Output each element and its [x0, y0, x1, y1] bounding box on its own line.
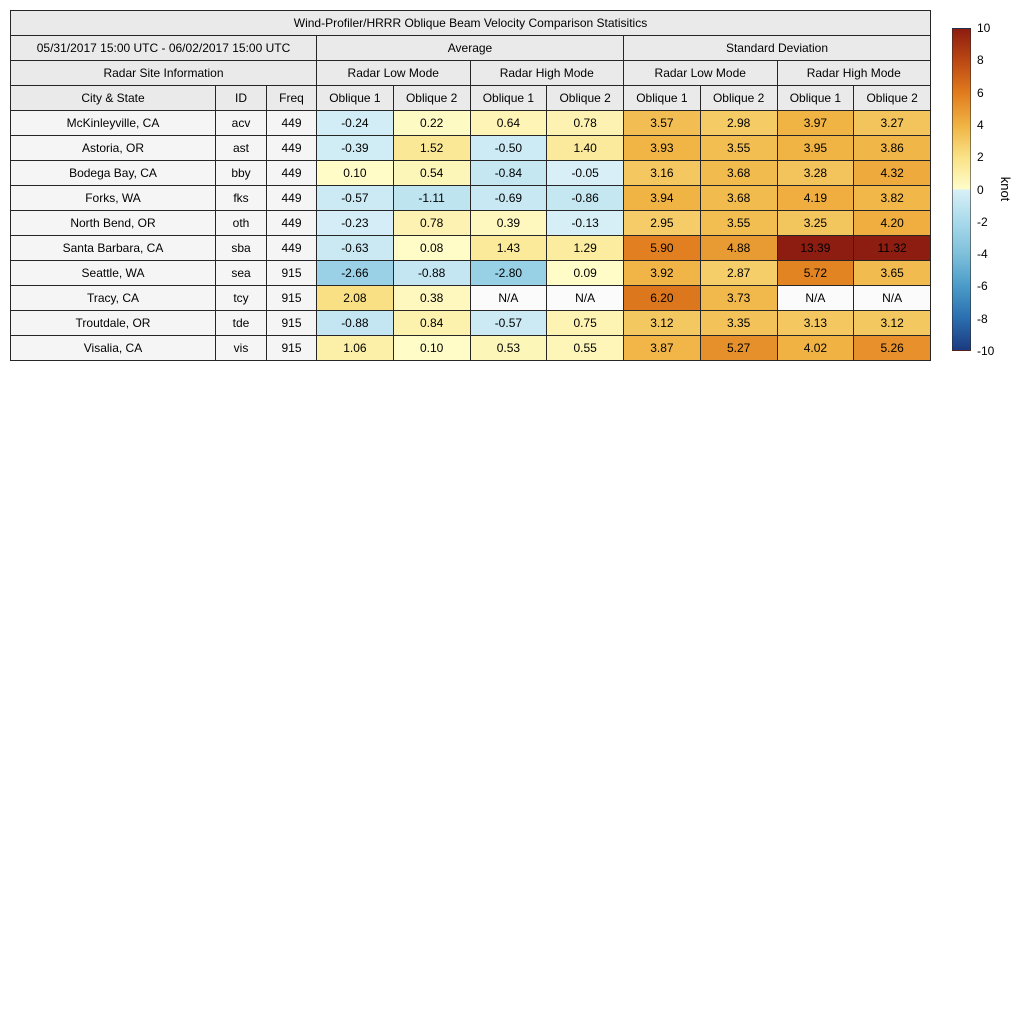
table-row: [11, 136, 931, 161]
cell-value: 3.65: [854, 261, 931, 286]
column-header-row: [11, 86, 931, 111]
cell-value: 3.12: [854, 311, 931, 336]
cell-value: -1.11: [393, 186, 470, 211]
cell-value: 3.93: [624, 136, 701, 161]
col-header-city: City & State: [11, 86, 216, 111]
cell-value: -0.39: [317, 136, 394, 161]
cell-value: -0.63: [317, 236, 394, 261]
cell-value: N/A: [777, 286, 854, 311]
cell-value: -0.23: [317, 211, 394, 236]
col-header-oblique: Oblique 2: [854, 86, 931, 111]
cell-value: 6.20: [624, 286, 701, 311]
cell-value: 3.16: [624, 161, 701, 186]
cell-value: N/A: [470, 286, 547, 311]
cell-value: 3.94: [624, 186, 701, 211]
cell-city: Bodega Bay, CA: [11, 161, 216, 186]
col-header-oblique: Oblique 1: [777, 86, 854, 111]
cell-site-id: sba: [216, 236, 267, 261]
cell-value: 13.39: [777, 236, 854, 261]
cell-freq: 915: [267, 336, 317, 361]
cell-value: 4.19: [777, 186, 854, 211]
stats-table: [10, 10, 931, 361]
cell-city: Santa Barbara, CA: [11, 236, 216, 261]
cell-value: 3.13: [777, 311, 854, 336]
cell-value: 5.72: [777, 261, 854, 286]
cell-value: N/A: [854, 286, 931, 311]
cell-value: 3.86: [854, 136, 931, 161]
table-row: [11, 336, 931, 361]
mode-header-row: [11, 61, 931, 86]
cell-value: -0.84: [470, 161, 547, 186]
col-header-oblique: Oblique 2: [547, 86, 624, 111]
cell-value: -0.88: [393, 261, 470, 286]
cell-city: Astoria, OR: [11, 136, 216, 161]
cell-city: Visalia, CA: [11, 336, 216, 361]
cell-freq: 449: [267, 111, 317, 136]
cell-value: -0.86: [547, 186, 624, 211]
cell-value: 3.82: [854, 186, 931, 211]
col-header-freq: Freq: [267, 86, 317, 111]
colorbar-tick: 2: [977, 150, 984, 165]
cell-value: 0.64: [470, 111, 547, 136]
colorbar-tick: 6: [977, 85, 984, 100]
cell-value: 3.95: [777, 136, 854, 161]
cell-freq: 915: [267, 311, 317, 336]
mode-header-high-std: Radar High Mode: [777, 61, 931, 86]
table-row: [11, 261, 931, 286]
cell-site-id: tcy: [216, 286, 267, 311]
col-header-oblique: Oblique 1: [624, 86, 701, 111]
cell-freq: 449: [267, 236, 317, 261]
cell-value: 0.54: [393, 161, 470, 186]
cell-value: 5.90: [624, 236, 701, 261]
colorbar-tick: 4: [977, 117, 984, 132]
cell-value: 0.10: [393, 336, 470, 361]
cell-value: 0.08: [393, 236, 470, 261]
cell-site-id: bby: [216, 161, 267, 186]
table-row: [11, 236, 931, 261]
cell-value: 5.27: [700, 336, 777, 361]
cell-value: 0.55: [547, 336, 624, 361]
table-row: [11, 311, 931, 336]
cell-value: 2.87: [700, 261, 777, 286]
cell-site-id: vis: [216, 336, 267, 361]
cell-value: -0.57: [470, 311, 547, 336]
cell-value: 3.87: [624, 336, 701, 361]
table-row: [11, 211, 931, 236]
table-row: [11, 186, 931, 211]
cell-site-id: tde: [216, 311, 267, 336]
cell-value: 0.78: [393, 211, 470, 236]
colorbar-tick: -6: [977, 279, 988, 294]
cell-site-id: ast: [216, 136, 267, 161]
cell-site-id: sea: [216, 261, 267, 286]
cell-value: 0.22: [393, 111, 470, 136]
cell-value: -2.80: [470, 261, 547, 286]
cell-value: 1.06: [317, 336, 394, 361]
cell-value: 2.98: [700, 111, 777, 136]
cell-value: 3.35: [700, 311, 777, 336]
cell-value: 0.38: [393, 286, 470, 311]
cell-value: N/A: [547, 286, 624, 311]
colorbar-gradient: [952, 28, 971, 351]
table-row: [11, 161, 931, 186]
col-header-oblique: Oblique 2: [700, 86, 777, 111]
title-row: [11, 11, 931, 36]
cell-value: 4.20: [854, 211, 931, 236]
colorbar-tick: 8: [977, 53, 984, 68]
col-header-oblique: Oblique 1: [470, 86, 547, 111]
mode-header-low-avg: Radar Low Mode: [317, 61, 471, 86]
cell-value: -0.13: [547, 211, 624, 236]
cell-freq: 449: [267, 211, 317, 236]
cell-value: 3.27: [854, 111, 931, 136]
cell-value: 1.29: [547, 236, 624, 261]
cell-value: -2.66: [317, 261, 394, 286]
cell-freq: 449: [267, 186, 317, 211]
cell-value: 3.68: [700, 186, 777, 211]
cell-value: 1.43: [470, 236, 547, 261]
cell-value: 11.32: [854, 236, 931, 261]
colorbar-tick: -2: [977, 214, 988, 229]
cell-value: 3.73: [700, 286, 777, 311]
table-body: [11, 111, 931, 361]
col-header-oblique: Oblique 1: [317, 86, 394, 111]
table-row: [11, 111, 931, 136]
cell-site-id: acv: [216, 111, 267, 136]
site-info-header: Radar Site Information: [11, 61, 317, 86]
group-header-average: Average: [317, 36, 624, 61]
cell-value: 0.75: [547, 311, 624, 336]
mode-header-low-std: Radar Low Mode: [624, 61, 778, 86]
cell-value: 0.39: [470, 211, 547, 236]
cell-value: -0.69: [470, 186, 547, 211]
cell-value: -0.24: [317, 111, 394, 136]
cell-value: 3.28: [777, 161, 854, 186]
col-header-oblique: Oblique 2: [393, 86, 470, 111]
colorbar-tick: 10: [977, 21, 991, 35]
cell-value: 1.52: [393, 136, 470, 161]
cell-freq: 449: [267, 161, 317, 186]
table-row: [11, 286, 931, 311]
cell-value: 4.02: [777, 336, 854, 361]
col-header-id: ID: [216, 86, 267, 111]
cell-value: 3.55: [700, 136, 777, 161]
cell-site-id: oth: [216, 211, 267, 236]
cell-value: 0.10: [317, 161, 394, 186]
group-header-row: [11, 36, 931, 61]
cell-value: 0.78: [547, 111, 624, 136]
colorbar-unit-label: knot: [998, 176, 1013, 202]
cell-value: 3.25: [777, 211, 854, 236]
cell-value: 3.92: [624, 261, 701, 286]
cell-value: 3.57: [624, 111, 701, 136]
cell-value: -0.50: [470, 136, 547, 161]
cell-value: -0.05: [547, 161, 624, 186]
mode-header-high-avg: Radar High Mode: [470, 61, 624, 86]
group-header-stddev: Standard Deviation: [624, 36, 931, 61]
colorbar-tick: -10: [977, 344, 995, 358]
cell-freq: 449: [267, 136, 317, 161]
cell-value: 5.26: [854, 336, 931, 361]
cell-value: -0.88: [317, 311, 394, 336]
cell-value: -0.57: [317, 186, 394, 211]
colorbar-tick: -8: [977, 311, 988, 326]
cell-site-id: fks: [216, 186, 267, 211]
cell-city: Tracy, CA: [11, 286, 216, 311]
cell-freq: 915: [267, 286, 317, 311]
cell-value: 0.53: [470, 336, 547, 361]
cell-city: North Bend, OR: [11, 211, 216, 236]
cell-value: 3.97: [777, 111, 854, 136]
cell-city: Troutdale, OR: [11, 311, 216, 336]
cell-value: 1.40: [547, 136, 624, 161]
cell-city: Seattle, WA: [11, 261, 216, 286]
cell-value: 0.84: [393, 311, 470, 336]
cell-value: 3.12: [624, 311, 701, 336]
cell-value: 4.88: [700, 236, 777, 261]
figure-title: Wind-Profiler/HRRR Oblique Beam Velocity Comparison Statisitics: [11, 11, 931, 36]
cell-value: 3.68: [700, 161, 777, 186]
cell-freq: 915: [267, 261, 317, 286]
cell-city: Forks, WA: [11, 186, 216, 211]
cell-value: 2.08: [317, 286, 394, 311]
colorbar-tick: -4: [977, 247, 988, 262]
colorbar-tick: 0: [977, 182, 984, 197]
cell-value: 4.32: [854, 161, 931, 186]
time-period: 05/31/2017 15:00 UTC - 06/02/2017 15:00 UTC: [11, 36, 317, 61]
cell-city: McKinleyville, CA: [11, 111, 216, 136]
cell-value: 0.09: [547, 261, 624, 286]
cell-value: 3.55: [700, 211, 777, 236]
cell-value: 2.95: [624, 211, 701, 236]
